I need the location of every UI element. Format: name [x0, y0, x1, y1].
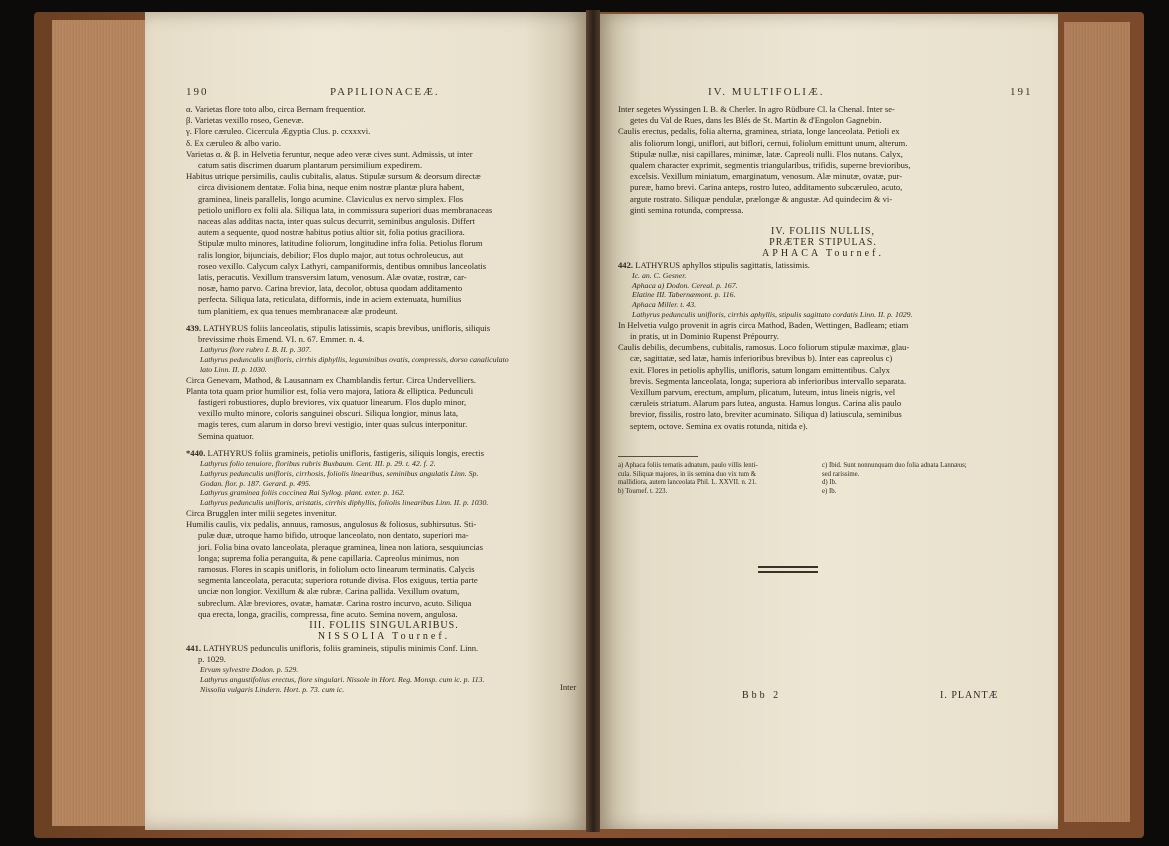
text-line: Caulis erectus, pedalis, folia alterna, graminea, striata, longe lanceolata. Petioli ex — [618, 126, 900, 137]
right-running-head: IV. MULTIFOLIÆ. — [708, 86, 825, 98]
reference-line: Lathyrus pedunculis unifloris, cirrhis aphyllis, stipulis sagittato cordatis Linn. II. p. 1029. — [632, 310, 913, 320]
text-line: nosæ, hamo parvo. Carina brevior, lata, decolor, obtusa quodam additamento — [198, 283, 463, 294]
text-line: getes du Val de Rues, dans les Blés de St. Martin & d'Engolon Gagnebin. — [630, 115, 882, 126]
text-line: Habitus utrique persimilis, caulis cubitalis, alatus. Stipulæ sursum & deorsum directæ — [186, 171, 481, 182]
entry-text: p. 1029. — [198, 653, 226, 664]
left-page-number: 190 — [186, 86, 209, 98]
text-line: argute rostrato. Siliquæ pendulæ, prælongæ & angustæ. Ad quindecim & vi- — [630, 193, 893, 204]
text-line: Humilis caulis, vix pedalis, annuus, ramosus, angulosus & foliosus, subhirsutus. Sti- — [186, 519, 477, 530]
text-line: pureæ, hamo brevi. Carina anteps, rostro luteo, additamento subcæruleo, acuto, — [630, 182, 903, 193]
genus-heading: APHACA Tournef. — [762, 248, 884, 260]
text-line: cæruleis striatum. Alarum pars lutea, angusta. Hamus longus. Carina alis paulo — [630, 398, 902, 409]
text-line: Stipulæ nullæ, nisi capillares, minimæ, latæ. Capreoli nulli. Flos nutans. Calyx, — [630, 148, 903, 159]
text-line: Vexillum parvum, erectum, amplum, plicatum, luteum, intus lineis nigris, vel — [630, 387, 896, 398]
text-line: magis teres, cum alarum in dorso brevi vestigio, inter quas sulcus interponitur. — [198, 419, 468, 430]
text-line: Circa Brugglen inter milii segetes invenitur. — [186, 508, 337, 519]
text-line: qua erecta, longa, gracilis, compressa, fine acuto. Semina novem, angulosa. — [198, 608, 458, 619]
entry-number: 442. — [618, 259, 634, 270]
entry-text: brevissime rhois Emend. VI. n. 67. Emmer. n. 4. — [198, 334, 365, 345]
footnote-line: sed rarissime. — [822, 470, 860, 478]
text-line: Planta tota quam prior humilior est, folia vero majora, latiora & elliptica. Pedunculi — [186, 385, 474, 396]
footnote-line: a) Aphaca foliis ternatis adnatum, paulo villis lenti- — [618, 462, 758, 469]
text-line: β. Varietas vexillo roseo, Genevæ. — [186, 115, 304, 126]
text-line: latis, peracutis. Vexillum transversim latum, venosum. Alæ ovatæ, rostræ, car- — [198, 272, 467, 283]
text-line: Stipulæ multo minores, latitudine foliorum, longitudine infra folia. Petiolus florum — [198, 238, 483, 249]
text-line: Varietas α. & β. in Helvetia feruntur, neque adeo veræ cives sunt. Admissis, ut inter — [186, 148, 473, 159]
reference-line: Elatine III. Tabernæmont. p. 116. — [632, 290, 736, 300]
entry-text: LATHYRUS foliis lanceolatis, stipulis latissimis, scapis brevibus, unifloris, siliquis — [203, 322, 491, 333]
ornament-rule — [758, 571, 818, 573]
text-line: perfecta. Siliqua lata, reticulata, difformis, inde in aciem extenuata, humilius — [198, 294, 462, 305]
text-line: petiolo unifloro ex folii ala. Siliqua lata, in commissura superiori duas membranaceas — [198, 204, 493, 215]
reference-line: Lathyrus graminea foliis coccinea Rai Syllog. plant. exter. p. 162. — [200, 488, 405, 498]
text-line: unciæ non longior. Vexillum & alæ rubræ. Carina pallida. Vexillum ovatum, — [198, 586, 460, 597]
entry-441 — [186, 643, 582, 654]
text-line: ralis longior, bijunciais, debilior; Flos duplo major, aut totus ochroleucus, aut — [198, 249, 464, 260]
text-line: septem, octove. Semina ex ovatis rotunda, nitida e). — [630, 420, 808, 431]
footnotes-left — [618, 462, 813, 496]
reference-line: Nissolia vulgaris Lindern. Hort. p. 73. cum ic. — [200, 684, 345, 694]
text-line: pulæ duæ, utroque hamo bifido, utroque lanceolato, non dentato, superiori ma- — [198, 530, 469, 541]
text-line: catum satis discrimen duarum plantarum persimilium expedirem. — [198, 160, 423, 171]
left-text-column — [186, 104, 582, 694]
reference-line: Lathyrus pedunculis unifloris, cirrhosis, foliolis linearibus, seminibus angulatis Linn. Sp. — [200, 468, 479, 478]
text-line: brevis. Segmenta lanceolata, longa; superiora ab inferioribus intervallo separata. — [630, 375, 907, 386]
text-line: roseo vexillo. Calycum calyx Lathyri, campaniformis, dentibus omnibus lanceolatis — [198, 260, 487, 271]
text-line: tum planitiem, ex qua tenues membranaceæ alæ prodeunt. — [198, 305, 398, 316]
reference-line: Aphaca a) Dodon. Cereal. p. 167. — [632, 280, 738, 290]
entry-440 — [186, 448, 582, 459]
text-line: γ. Flore cæruleo. Cicercula Ægyptia Clus. p. ccxxxvi. — [186, 126, 371, 137]
text-line: α. Varietas flore toto albo, circa Bernam frequentior. — [186, 104, 366, 114]
signature-mark: Bbb 2 — [742, 690, 782, 701]
text-line: jori. Folia bina ovato lanceolata, pleraque graminea, linea non latiora, sesquiuncias — [198, 541, 483, 552]
text-line: δ. Ex cæruleo & albo vario. — [186, 137, 281, 148]
reference-line: Lathyrus pedunculis unifloris, cirrhis diphyllis, leguminibus ovatis, compressis, dorso canaliculato — [200, 355, 509, 365]
reference-line: Godan. flor. p. 187. Gerard. p. 495. — [200, 478, 311, 488]
footnotes-right — [822, 462, 1022, 496]
section-heading: III. FOLIIS SINGULARIBUS. — [309, 620, 459, 632]
text-line: fastigeri robustiores, duplo breviores, vix quatuor linearum. Flos duplo minor, — [198, 397, 467, 408]
reference-line: lato Linn. II. p. 1030. — [200, 364, 267, 374]
text-line: segmenta lanceolata, peracuta; superiora rotunde divisa. Flos exiguus, tertia parte — [198, 575, 478, 586]
entry-439 — [186, 323, 582, 334]
entry-text: LATHYRUS pedunculis unifloris, foliis gramineis, stipulis minimis Conf. Linn. — [203, 642, 479, 653]
left-running-head: PAPILIONACEÆ. — [330, 86, 440, 98]
right-page-number: 191 — [1010, 86, 1033, 98]
text-line: excelsis. Vexillum miniatum, emarginatum, venosum. Alæ minutæ, ovatæ, pur- — [630, 171, 903, 182]
text-line: qualem character exprimit, segmentis triangularibus, trifidis, superne brevioribus, — [630, 160, 911, 171]
reference-line: Ervum sylvestre Dodon. p. 529. — [200, 664, 299, 674]
reference-line: Lathyrus flore rubro I. B. II. p. 307. — [200, 345, 312, 355]
entry-number: 439. — [186, 322, 202, 333]
text-line: longa; suprema folia peranguita, & pene capillaria. Capreolus minimus, non — [198, 552, 460, 563]
reference-line: Lathyrus pedunculis unifloris, aristatis, cirrhis diphyllis, foliolis linearibus Linn. II. p. 1030. — [200, 498, 489, 508]
section-heading: IV. FOLIIS NULLIS, — [771, 226, 875, 238]
right-catchword: I. PLANTÆ — [940, 690, 999, 701]
text-line: ginti semina rotunda, compressa. — [630, 204, 744, 215]
entry-442 — [618, 260, 1028, 271]
page-edges-right — [1064, 22, 1130, 822]
footnote-line: b) Tournef. t. 223. — [618, 487, 668, 495]
text-line: Semina quatuor. — [198, 430, 254, 441]
text-line: brevior, fissilis, rostro lato, breviter acuminato. Siliqua d) latiuscula, seminibus — [630, 409, 902, 420]
reference-line: Lathyrus folio tenuiore, floribus rubris Buxbaum. Cent. III. p. 29. t. 42. f. 2. — [200, 459, 436, 469]
entry-number: *440. — [186, 447, 206, 458]
footnote-line: mallidiora, autem lanceolata Phil. L. XXVII. n. 21. — [618, 479, 757, 487]
reference-line: Ic. an. C. Gesner. — [632, 270, 687, 280]
footnote-line: e) Ib. — [822, 487, 837, 495]
entry-number: 441. — [186, 642, 202, 653]
text-line: autem a sequente, quod nostræ habitus potius altior sit, folia potius graciliora. — [198, 227, 465, 238]
reference-line: Lathyrus angustifolius erectus, flore singulari. Nissole in Hort. Reg. Monsp. cum ic. p. 113. — [200, 674, 485, 684]
text-line: exit. Flores in petiolis aphyllis, unifloris, satum longam emittentibus. Calyx — [630, 364, 890, 375]
entry-text: LATHYRUS aphyllos stipulis sagittatis, latissimis. — [635, 259, 810, 270]
text-line: graminea, lineis parallelis, longo acumine. Claviculus ex nervo simplex. Flos — [198, 193, 464, 204]
page-edges-left — [52, 20, 152, 826]
text-line: In Helvetia vulgo provenit in agris circa Mathod, Baden, Wettingen, Badleam; etiam — [618, 319, 909, 330]
footnote-divider — [618, 456, 698, 457]
text-line: naceas alas additas nacta, inter quas sulcus decurrit, seminibus angulosis. Differt — [198, 216, 475, 227]
text-line: in pratis, ut in Dominio Rupenst Prépourry. — [630, 331, 779, 342]
text-line: subreclum. Alæ breviores, ovatæ, hamatæ. Carina rostro incurvo, acuto. Siliqua — [198, 597, 472, 608]
text-line: vexillo multo minore, coloris sanguinei obscuri. Siliqua longior, minus lata, — [198, 408, 459, 419]
text-line: Inter segetes Wyssingen I. B. & Cherler. In agro Rüdbure Cl. la Chenal. Inter se- — [618, 104, 895, 114]
book-gutter — [586, 10, 600, 832]
genus-heading: NISSOLIA Tournef. — [317, 631, 451, 643]
text-line: ramosus. Flores in scapis unifloris, in foliolum octo linearum terminatis. Calycis — [198, 564, 475, 575]
text-line: Caulis debilis, decumbens, cubitalis, ramosus. Loco foliorum stipulæ maximæ, glau- — [618, 342, 910, 353]
text-line: cæ, sagittatæ, sed latæ, hamis inferioribus brevibus b). Inter eas capreolus c) — [630, 353, 893, 364]
footnote-line: d) Ib. — [822, 479, 837, 487]
footnote-line: c) Ibid. Sunt nonnunquam duo folia adnata Lannæus; — [822, 462, 967, 469]
left-catchword: Inter — [560, 682, 577, 692]
reference-line: Aphaca Miller. t. 43. — [632, 300, 697, 310]
text-line: Circa Genevam, Mathod, & Lausannam ex Chamblandis fertur. Circa Undervelliers. — [186, 374, 476, 385]
text-line: circa divisionem dentatæ. Folia bina, neque enim nostræ plantæ plura habent, — [198, 182, 465, 193]
text-line: alis foliorum longi, uniflori, aut biflori, cernui, foliolum emittunt unum, alterum. — [630, 137, 908, 148]
section-subheading: PRÆTER STIPULAS. — [769, 237, 877, 249]
right-text-column — [618, 104, 1028, 432]
ornament-rule — [758, 566, 818, 568]
entry-text: LATHYRUS foliis gramineis, petiolis unifloris, fastigeris, siliquis longis, erectis — [207, 447, 484, 458]
footnote-line: cula. Siliquæ majores, in iis semina duo vix tum & — [618, 470, 757, 478]
